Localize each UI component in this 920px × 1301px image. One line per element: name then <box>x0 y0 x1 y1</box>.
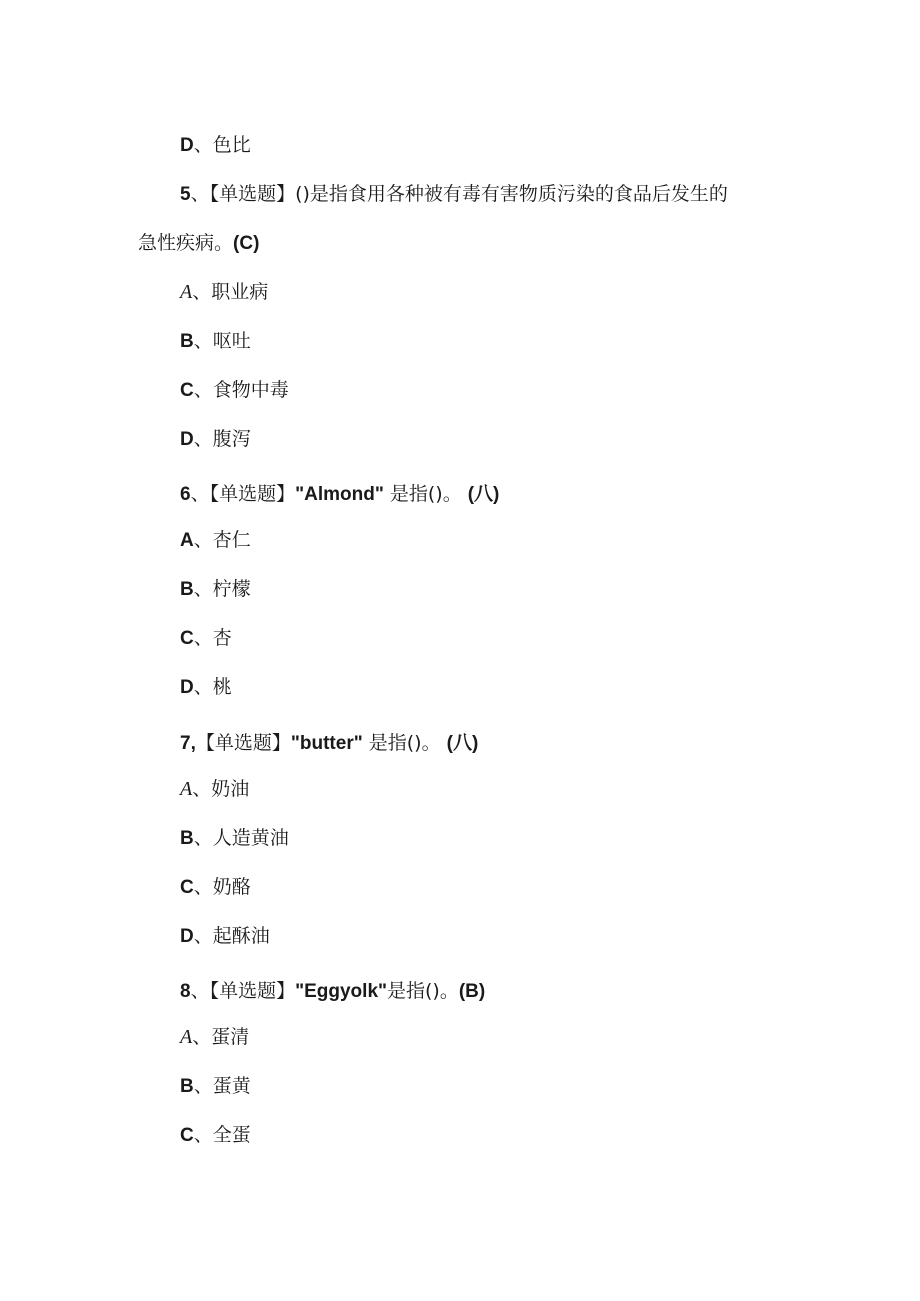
question-number: 7, <box>180 733 196 754</box>
option-line <box>180 826 289 851</box>
option-letter: C <box>180 877 194 898</box>
option-line <box>180 329 251 354</box>
question-line <box>180 182 728 207</box>
question-text: 是指()。 <box>383 483 468 505</box>
option-letter: C <box>180 380 194 401</box>
option-text: 、呕吐 <box>193 330 251 352</box>
question-term: "butter" <box>290 733 363 754</box>
question-line <box>180 482 499 507</box>
option-letter: C <box>180 628 194 649</box>
option-letter: A <box>180 530 194 551</box>
question-term: "Eggyolk" <box>295 981 388 1002</box>
question-type: 、【单选题】 <box>190 980 296 1002</box>
option-letter: D <box>180 926 194 947</box>
option-text: 、人造黄油 <box>193 827 289 849</box>
option-line <box>180 924 270 949</box>
question-line <box>180 979 485 1004</box>
answer-key: (C) <box>233 233 260 254</box>
option-text: 、奶油 <box>192 778 250 800</box>
question-line <box>180 731 478 756</box>
option-line <box>180 577 251 602</box>
option-text: 、食物中毒 <box>193 379 289 401</box>
question-number: 8 <box>180 981 191 1002</box>
option-letter: D <box>180 135 194 156</box>
option-text: 、腹泻 <box>193 428 251 450</box>
option-line <box>180 777 249 801</box>
option-text: 、杏仁 <box>193 529 251 551</box>
option-line <box>180 626 232 651</box>
option-text: 、职业病 <box>192 281 269 303</box>
option-text: 、全蛋 <box>193 1124 251 1146</box>
option-letter: A <box>180 1026 193 1048</box>
option-text: 、色比 <box>193 134 251 156</box>
option-letter: C <box>180 1125 194 1146</box>
option-line <box>180 427 251 452</box>
question-text: 、【单选题】()是指食用各种被有毒有害物质污染的食品后发生的 <box>190 183 728 205</box>
question-number: 6 <box>180 484 191 505</box>
question-type: 、【单选题】 <box>190 483 296 505</box>
option-text: 、起酥油 <box>193 925 270 947</box>
option-text: 、杏 <box>193 627 232 649</box>
answer-key: (八) <box>446 733 479 754</box>
option-letter: B <box>180 1076 194 1097</box>
question-line-continued <box>138 231 259 256</box>
option-letter: D <box>180 677 194 698</box>
option-text: 、奶酪 <box>193 876 251 898</box>
option-text: 、桃 <box>193 676 232 698</box>
question-text: 是指()。 <box>362 732 447 754</box>
option-letter: D <box>180 429 194 450</box>
option-line <box>180 1074 251 1099</box>
question-text: 是指()。 <box>387 980 459 1002</box>
answer-key: (B) <box>458 981 486 1002</box>
option-letter: A <box>180 281 193 303</box>
option-line <box>180 675 232 700</box>
option-letter: B <box>180 579 194 600</box>
option-letter: B <box>180 331 194 352</box>
option-text: 、蛋清 <box>192 1026 250 1048</box>
question-type: 【单选题】 <box>195 732 291 754</box>
answer-key: (八) <box>467 484 500 505</box>
option-line <box>180 378 289 403</box>
option-letter: A <box>180 778 193 800</box>
question-text: 急性疾病。 <box>138 232 234 254</box>
question-number: 5 <box>180 184 191 205</box>
option-text: 、柠檬 <box>193 578 251 600</box>
option-text: 、蛋黄 <box>193 1075 251 1097</box>
option-line <box>180 133 251 158</box>
option-line <box>180 1123 251 1148</box>
option-line <box>180 280 268 304</box>
question-term: "Almond" <box>295 484 384 505</box>
option-line <box>180 1025 249 1049</box>
option-line <box>180 875 251 900</box>
option-letter: B <box>180 828 194 849</box>
option-line <box>180 528 251 553</box>
